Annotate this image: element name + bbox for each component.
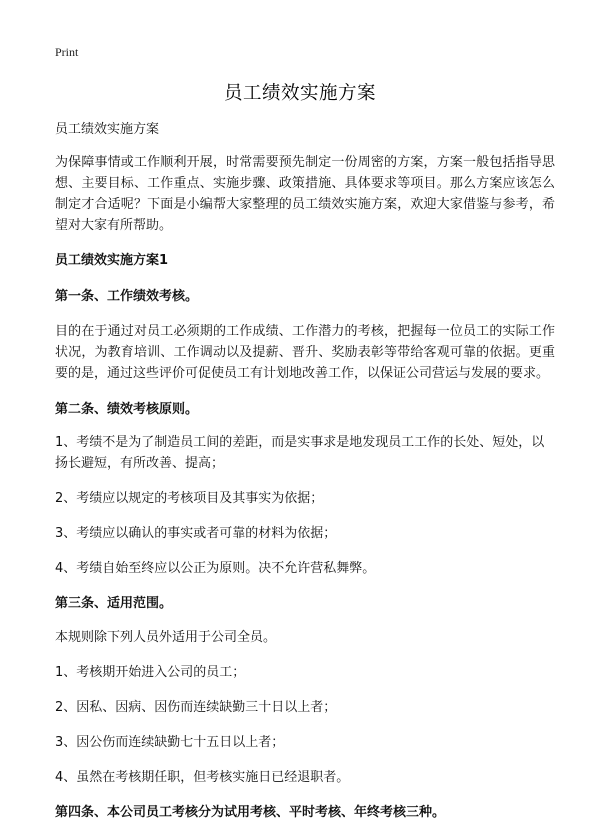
intro-paragraph: 为保障事情或工作顺利开展，时常需要预先制定一份周密的方案，方案一般包括指导思想、主要目标、工作重点、实施步骤、政策措施、具体要求等项目。那么方案应该怎么制定才合适呢？下面是小编帮大家整理的员工绩效实施方案，欢迎大家借鉴与参考，希望对大家有所帮助。 [55, 155, 555, 233]
list-item: 4、考绩自始至终应以公正为原则。决不允许营私舞弊。 [55, 561, 376, 576]
article-1-body: 目的在于通过对员工必须期的工作成绩、工作潜力的考核，把握每一位员工的实际工作状况，为教育培训、工作调动以及提薪、晋升、奖励表彰等带给客观可靠的依据。更重要的是，通过这些评价可促使员工有计划地改善工作，以保证公司营运与发展的要求。 [55, 324, 555, 381]
article-1-heading: 第一条、工作绩效考核。 [55, 289, 199, 304]
article-3-heading: 第三条、适用范围。 [55, 596, 173, 611]
print-label: Print [55, 45, 79, 59]
document-subtitle: 员工绩效实施方案 [55, 122, 160, 137]
list-item: 3、考绩应以确认的事实或者可靠的材料为依据； [55, 526, 337, 541]
page-title: 员工绩效实施方案 [223, 83, 376, 104]
article-2-heading: 第二条、绩效考核原则。 [55, 402, 199, 417]
list-item: 1、考核期开始进入公司的员工； [55, 665, 246, 680]
article-3-intro: 本规则除下列人员外适用于公司全员。 [55, 630, 277, 645]
section-heading: 员工绩效实施方案1 [55, 253, 169, 268]
list-item: 4、虽然在考核期任职，但考核实施日已经退职者。 [55, 770, 350, 785]
list-item: 2、考绩应以规定的考核项目及其事实为依据； [55, 491, 324, 506]
list-item: 3、因公伤而连续缺勤七十五日以上者； [55, 735, 285, 750]
article-4-heading: 第四条、本公司员工考核分为试用考核、平时考核、年终考核三种。 [55, 805, 446, 820]
list-item: 1、考绩不是为了制造员工间的差距，而是实事求是地发现员工工作的长处、短处，以扬长避短，有所改善、提高； [55, 435, 545, 471]
list-item: 2、因私、因病、因伤而连续缺勤三十日以上者； [55, 700, 337, 715]
document-body [55, 119, 555, 823]
